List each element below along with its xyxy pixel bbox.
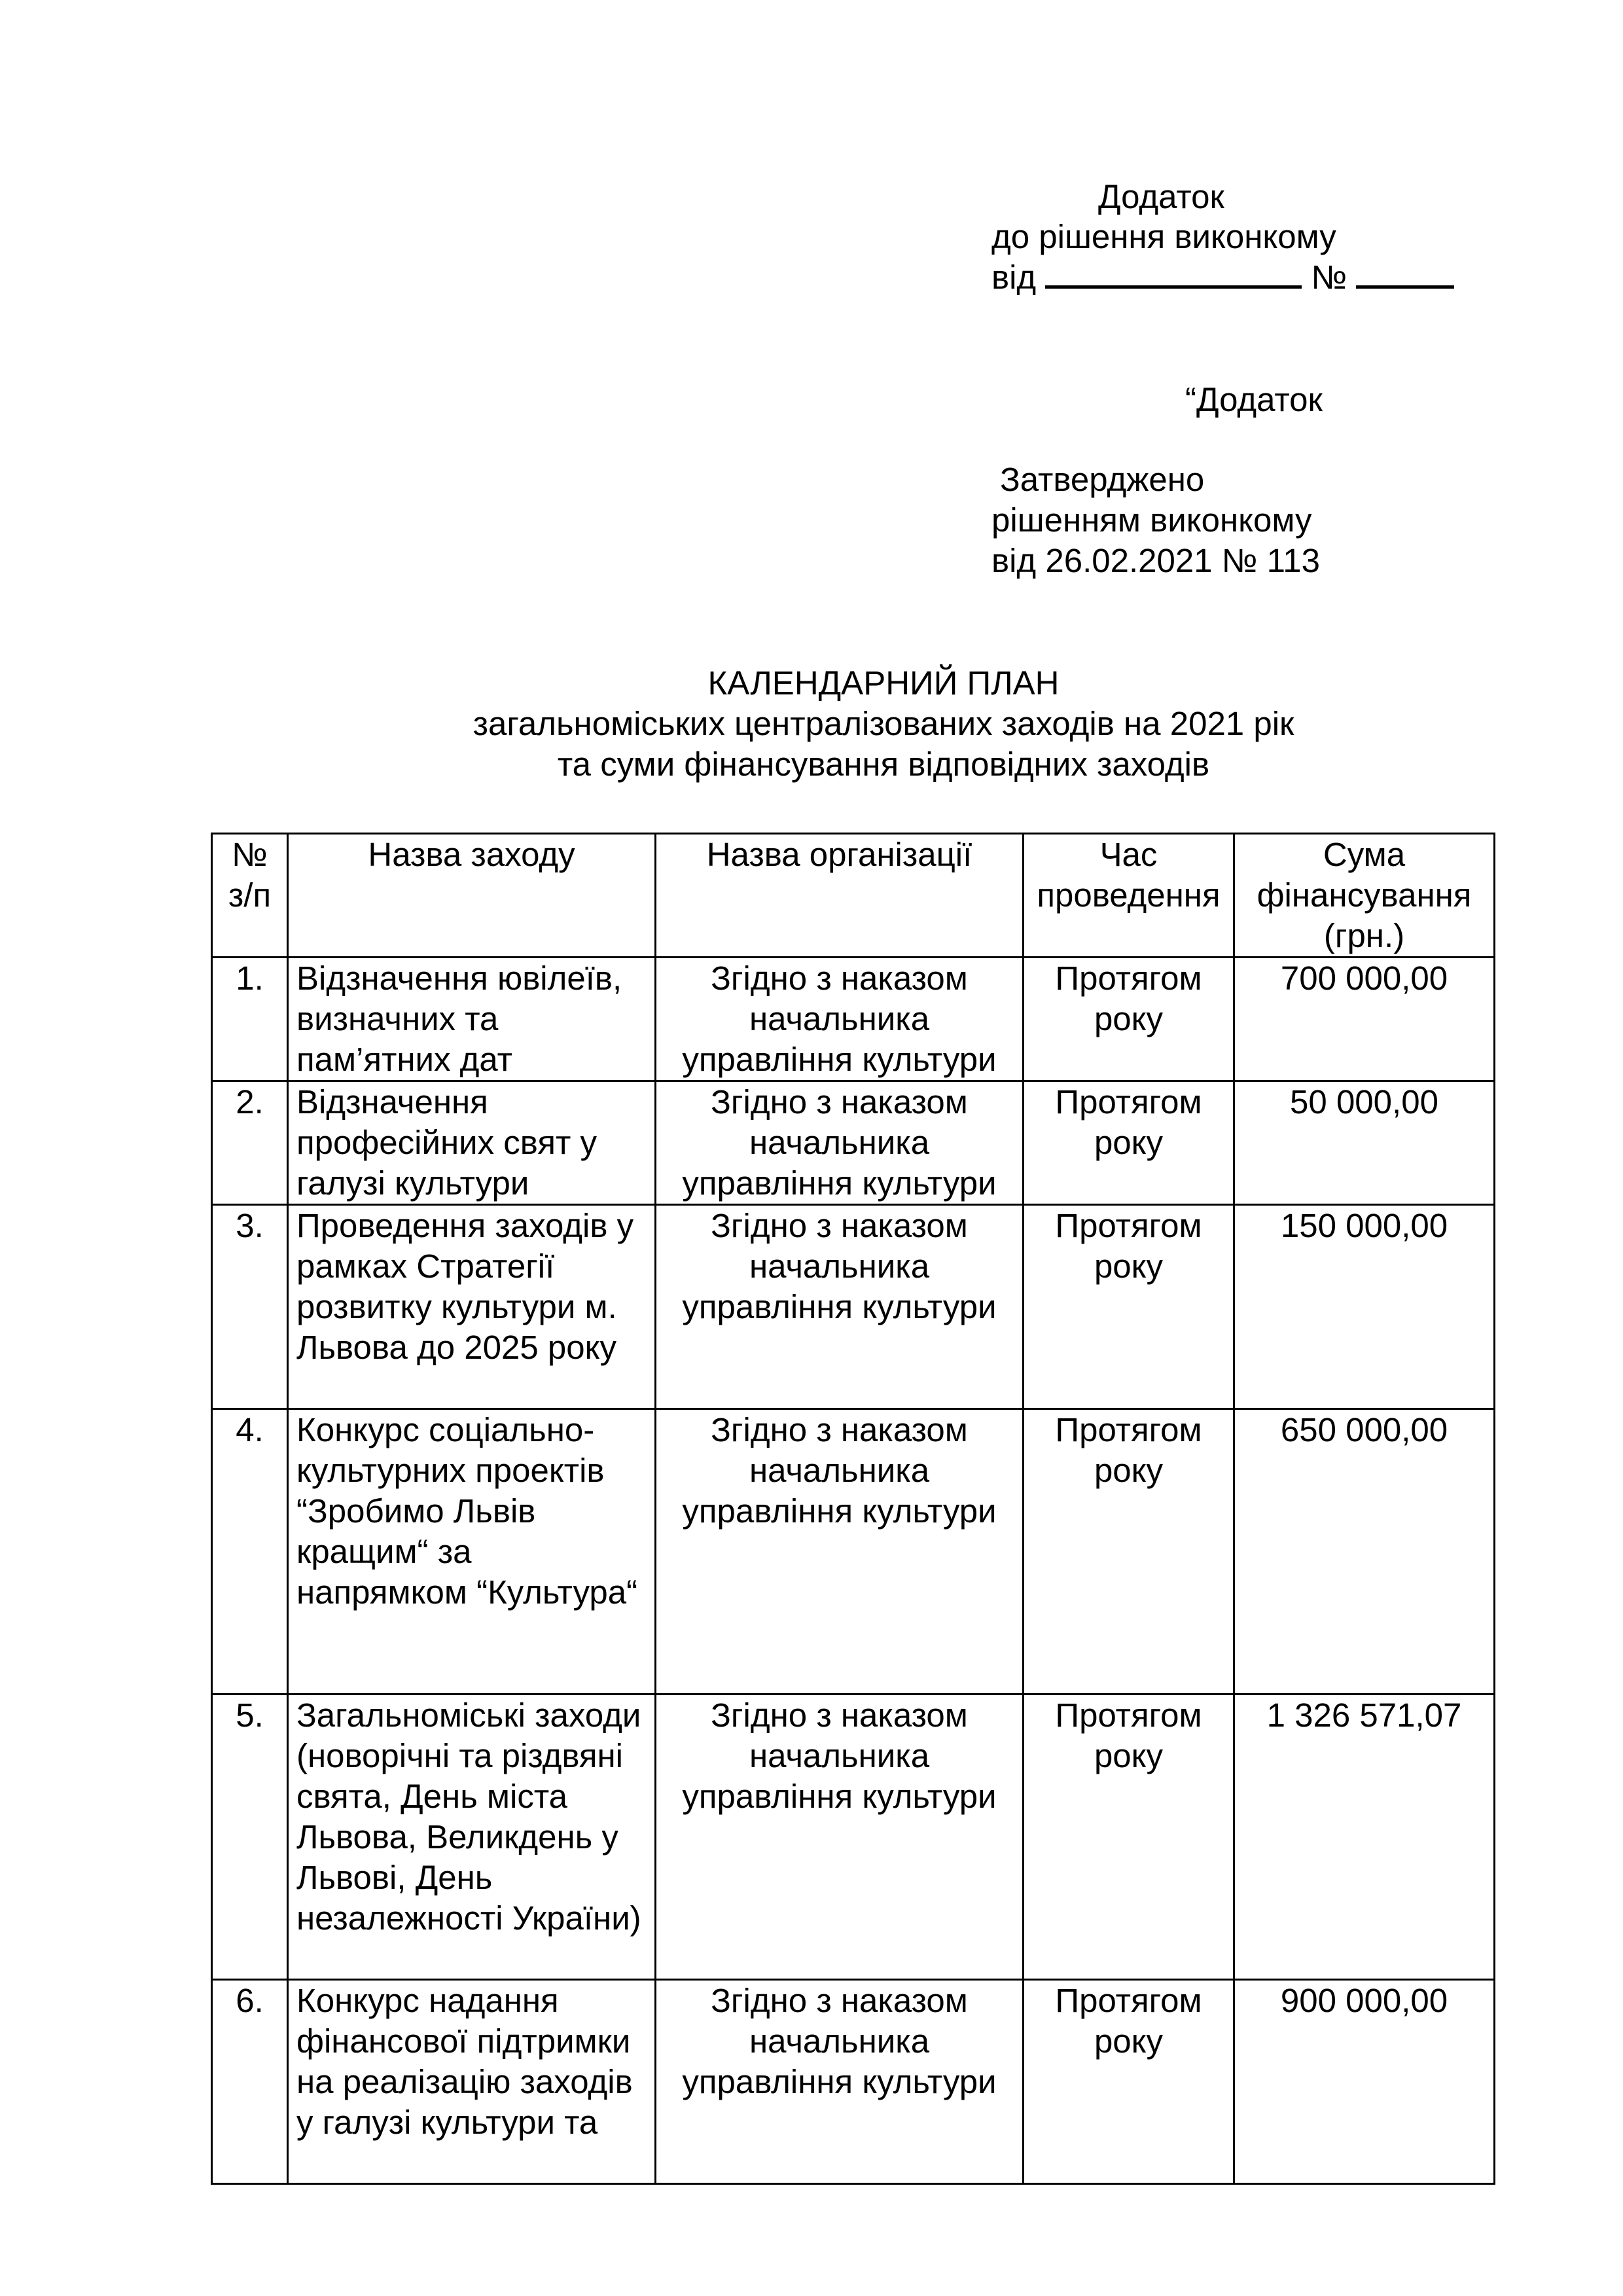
number-blank	[1356, 257, 1454, 289]
header-sum: Сума фінансування (грн.)	[1234, 834, 1495, 958]
cell-name: Конкурс надання фінансової підтримки на реалізацію заходів у галузі культури та	[288, 1980, 656, 2184]
cell-num: 1.	[212, 958, 288, 1081]
table-header-row	[212, 834, 1495, 958]
cell-name: Відзначення ювілеїв, визначних та пам’ятних дат	[288, 958, 656, 1081]
plan-title: КАЛЕНДАРНИЙ ПЛАН	[707, 664, 1060, 702]
cell-sum: 150 000,00	[1234, 1205, 1495, 1409]
date-blank	[1045, 257, 1302, 289]
header-org: Назва організації	[656, 834, 1024, 958]
cell-sum: 650 000,00	[1234, 1409, 1495, 1695]
cell-name: Проведення заходів у рамках Стратегії розвитку культури м. Львова до 2025 року	[288, 1205, 656, 1409]
cell-num: 5.	[212, 1695, 288, 1980]
table-row	[212, 1980, 1495, 2184]
cell-org: Згідно з наказом начальника управління культури	[656, 1409, 1024, 1695]
number-sign: №	[1311, 259, 1347, 296]
cell-name: Відзначення професійних свят у галузі культури	[288, 1081, 656, 1205]
decision-line: до рішення виконкому	[991, 218, 1336, 255]
table-row	[212, 958, 1495, 1081]
cell-time: Протягом року	[1024, 1205, 1234, 1409]
cell-sum: 900 000,00	[1234, 1980, 1495, 2184]
cell-org: Згідно з наказом начальника управління культури	[656, 1081, 1024, 1205]
cell-name: Загальноміські заходи (новорічні та різдвяні свята, День міста Львова, Великдень у Львові, День незалежності України)	[288, 1695, 656, 1980]
table-row	[212, 1205, 1495, 1409]
cell-sum: 700 000,00	[1234, 958, 1495, 1081]
header-time: Час проведення	[1024, 834, 1234, 958]
plan-subtitle-2: та суми фінансування відповідних заходів	[557, 745, 1210, 783]
cell-num: 3.	[212, 1205, 288, 1409]
approved-by-decision: рішенням виконкому	[991, 501, 1312, 539]
cell-org: Згідно з наказом начальника управління культури	[656, 958, 1024, 1081]
cell-time: Протягом року	[1024, 1409, 1234, 1695]
header-name: Назва заходу	[288, 834, 656, 958]
cell-org: Згідно з наказом начальника управління культури	[656, 1695, 1024, 1980]
cell-num: 6.	[212, 1980, 288, 2184]
table-row	[212, 1695, 1495, 1980]
cell-sum: 50 000,00	[1234, 1081, 1495, 1205]
table-row	[212, 1409, 1495, 1695]
cell-time: Протягом року	[1024, 1081, 1234, 1205]
cell-sum: 1 326 571,07	[1234, 1695, 1495, 1980]
cell-num: 4.	[212, 1409, 288, 1695]
date-prefix: від	[991, 259, 1037, 296]
cell-name: Конкурс соціально-культурних проектів “Зробимо Львів кращим“ за напрямком “Культура“	[288, 1409, 656, 1695]
approved-date-number: від 26.02.2021 № 113	[991, 542, 1320, 579]
cell-time: Протягом року	[1024, 958, 1234, 1081]
date-number-line	[991, 257, 1454, 298]
cell-time: Протягом року	[1024, 1695, 1234, 1980]
quote-addendum: “Додаток	[1185, 381, 1323, 418]
cell-num: 2.	[212, 1081, 288, 1205]
plan-table	[211, 833, 1495, 2185]
plan-subtitle-1: загальноміських централізованих заходів на 2021 рік	[473, 705, 1294, 742]
table-row	[212, 1081, 1495, 1205]
cell-org: Згідно з наказом начальника управління культури	[656, 1205, 1024, 1409]
header-num: № з/п	[212, 834, 288, 958]
cell-org: Згідно з наказом начальника управління культури	[656, 1980, 1024, 2184]
cell-time: Протягом року	[1024, 1980, 1234, 2184]
approved-label: Затверджено	[1000, 461, 1205, 498]
addendum-title: Додаток	[1098, 178, 1224, 215]
